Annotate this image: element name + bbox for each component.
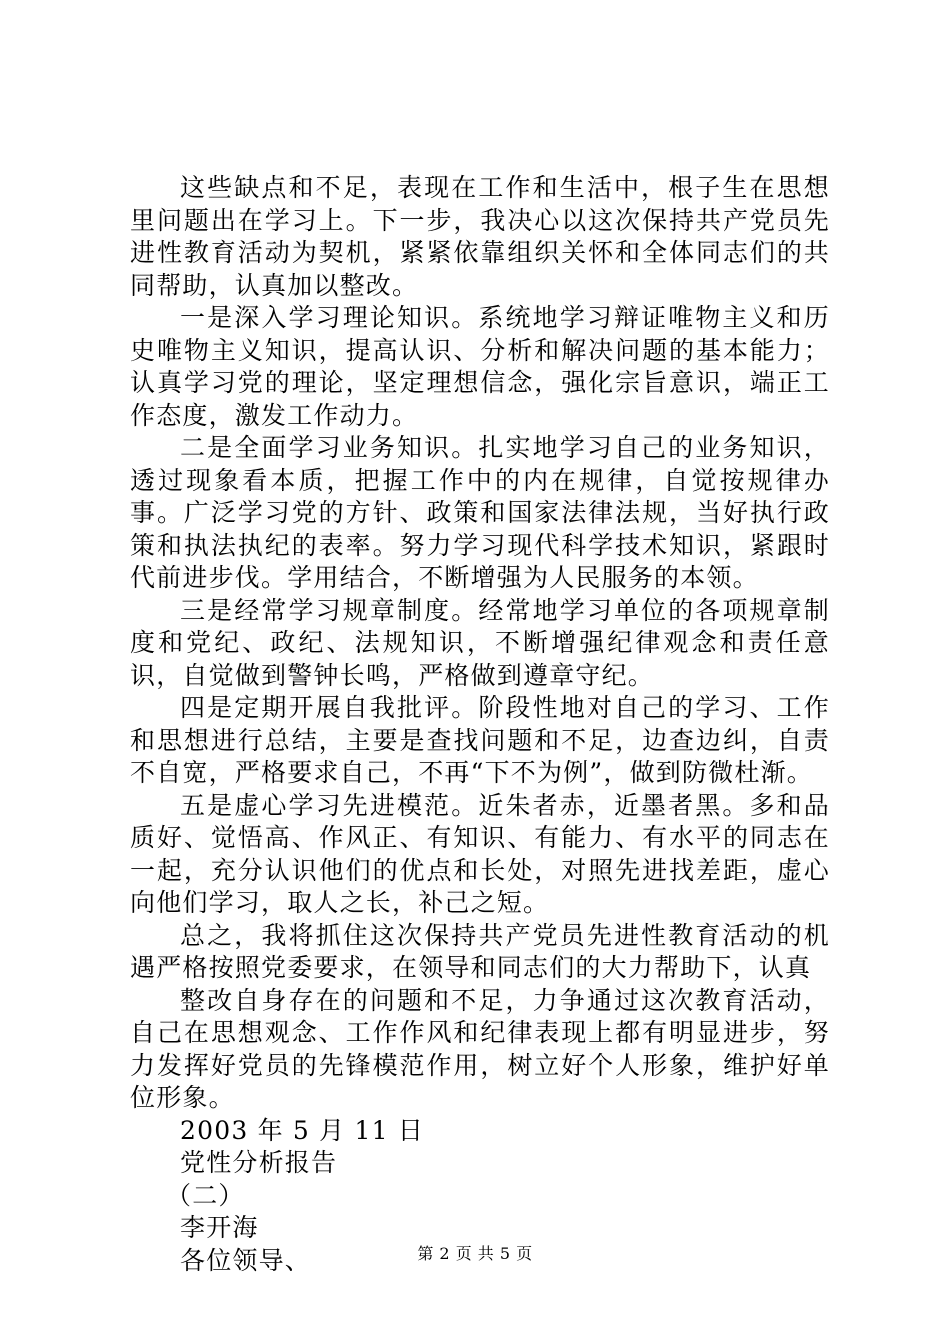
paragraph-learn-models: 五是虚心学习先进模范。近朱者赤，近墨者黑。多和品质好、觉悟高、作风正、有知识、有能力、有水平的同志在一起，充分认识他们的优点和长处，对照先进找差距，虚心向他们学习，取人之长，补己之短。 [130, 790, 830, 917]
next-report-subtitle: （二） [166, 1180, 245, 1210]
greeting: 各位领导、 [180, 1245, 312, 1275]
page-footer: 第 2 页 共 5 页 [417, 1244, 533, 1263]
paragraph-conclusion: 总之，我将抓住这次保持共产党员先进性教育活动的机遇严格按照党委要求，在领导和同志们的大力帮助下，认真 [130, 920, 830, 982]
report-date: 2003 年 5 月 11 日 [180, 1115, 425, 1145]
document-body [130, 172, 830, 1277]
paragraph-rules-study: 三是经常学习规章制度。经常地学习单位的各项规章制度和党纪、政纪、法规知识，不断增强纪律观念和责任意识，自觉做到警钟长鸣，严格做到遵章守纪。 [130, 595, 830, 690]
paragraph-rectification: 整改自身存在的问题和不足，力争通过这次教育活动，自己在思想观念、工作作风和纪律表现上都有明显进步，努力发挥好党员的先锋模范作用，树立好个人形象，维护好单位形象。 [130, 985, 830, 1112]
paragraph-theory-study: 一是深入学习理论知识。系统地学习辩证唯物主义和历史唯物主义知识，提高认识、分析和解决问题的基本能力；认真学习党的理论，坚定理想信念，强化宗旨意识，端正工作态度，激发工作动力。 [130, 303, 830, 430]
paragraph-business-study: 二是全面学习业务知识。扎实地学习自己的业务知识，透过现象看本质，把握工作中的内在规律，自觉按规律办事。广泛学习党的方针、政策和国家法律法规，当好执行政策和执法执纪的表率。努力学习现代科学技术知识，紧跟时代前进步伐。学用结合，不断增强为人民服务的本领。 [130, 433, 830, 592]
author-name: 李开海 [180, 1213, 259, 1242]
next-report-title: 党性分析报告 [180, 1148, 338, 1177]
paragraph-shortcomings: 这些缺点和不足，表现在工作和生活中，根子生在思想里问题出在学习上。下一步，我决心以这次保持共产党员先进性教育活动为契机，紧紧依靠组织关怀和全体同志们的共同帮助，认真加以整改。 [130, 173, 830, 300]
paragraph-self-criticism: 四是定期开展自我批评。阶段性地对自己的学习、工作和思想进行总结，主要是查找问题和不足，边查边纠，自责不自宽，严格要求自己，不再“下不为例”，做到防微杜渐。 [130, 693, 830, 787]
